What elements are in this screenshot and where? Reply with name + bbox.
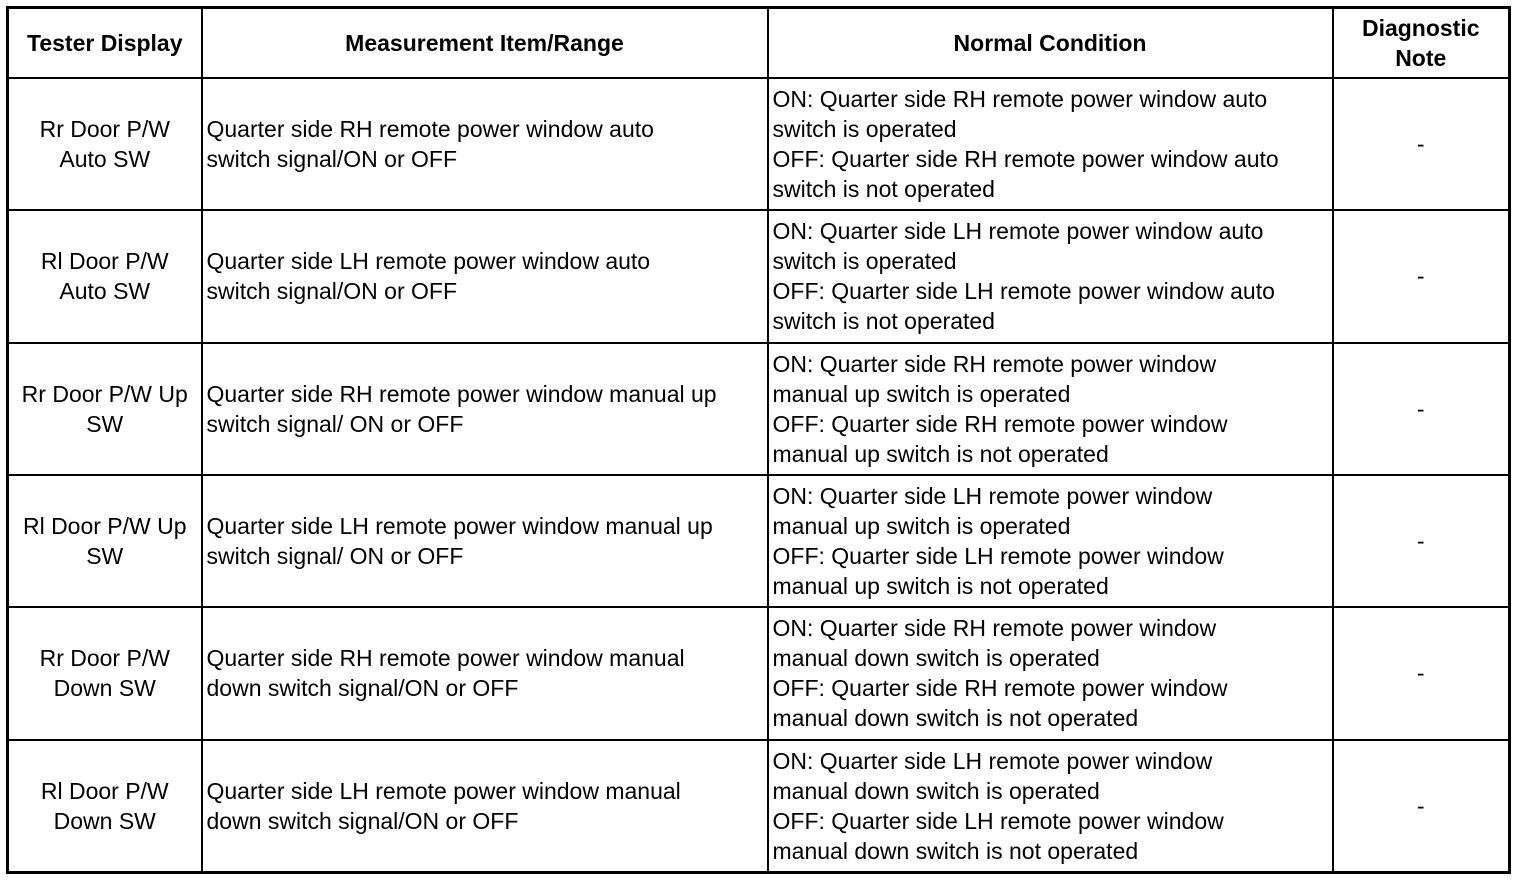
tester-display-line: Down SW [53, 675, 156, 702]
cell-diagnostic-note: - [1333, 78, 1510, 210]
cell-tester-display [8, 78, 202, 210]
cell-measurement-item [202, 475, 768, 607]
tester-display-line: Rl Door P/W Up [22, 513, 187, 540]
cell-normal-condition [768, 607, 1333, 739]
cell-diagnostic-note: - [1333, 343, 1510, 475]
normal-condition-line: switch is not operated [772, 176, 995, 203]
cell-tester-display [8, 475, 202, 607]
normal-condition-line: OFF: Quarter side RH remote power window [772, 410, 1228, 437]
tester-display-line: SW [86, 543, 124, 570]
normal-condition-line: OFF: Quarter side LH remote power window [772, 543, 1224, 570]
measurement-line: Quarter side RH remote power window auto [206, 116, 654, 143]
normal-condition-line: ON: Quarter side LH remote power window [772, 747, 1213, 774]
tester-display-line: Rl Door P/W [40, 777, 169, 804]
normal-condition-line: manual down switch is not operated [772, 837, 1139, 864]
cell-measurement-item [202, 740, 768, 873]
cell-normal-condition [768, 740, 1333, 873]
cell-measurement-item [202, 343, 768, 475]
normal-condition-line: manual up switch is not operated [772, 440, 1109, 467]
header-normal-condition: Normal Condition [768, 8, 1333, 79]
tester-display-line: Rr Door P/W [39, 645, 170, 672]
cell-normal-condition [768, 343, 1333, 475]
measurement-line: down switch signal/ON or OFF [206, 675, 519, 702]
tester-display-line: Auto SW [59, 278, 151, 305]
tester-display-line: Rr Door P/W [39, 116, 170, 143]
table-row [8, 343, 1510, 475]
cell-normal-condition [768, 78, 1333, 210]
normal-condition-line: manual down switch is operated [772, 645, 1100, 672]
measurement-line: switch signal/ON or OFF [206, 146, 457, 173]
normal-condition-line: switch is operated [772, 116, 957, 143]
cell-measurement-item [202, 210, 768, 342]
normal-condition-line: manual up switch is not operated [772, 573, 1109, 600]
normal-condition-line: OFF: Quarter side LH remote power window [772, 807, 1224, 834]
table-row [8, 210, 1510, 342]
normal-condition-line: ON: Quarter side RH remote power window [772, 615, 1217, 642]
header-measurement-item: Measurement Item/Range [202, 8, 768, 79]
tester-display-line: Rl Door P/W [40, 248, 169, 275]
normal-condition-line: switch is operated [772, 248, 957, 275]
normal-condition-line: OFF: Quarter side LH remote power window auto [772, 278, 1275, 305]
tester-display-table [6, 6, 1511, 874]
normal-condition-line: OFF: Quarter side RH remote power window [772, 675, 1228, 702]
tester-display-line: Rr Door P/W Up [21, 380, 188, 407]
header-tester-display: Tester Display [8, 8, 202, 79]
normal-condition-line: OFF: Quarter side RH remote power window auto [772, 146, 1279, 173]
tester-display-line: SW [86, 410, 124, 437]
normal-condition-line: manual down switch is not operated [772, 705, 1139, 732]
normal-condition-line: ON: Quarter side RH remote power window [772, 350, 1217, 377]
document-page [6, 6, 1508, 874]
measurement-line: Quarter side LH remote power window auto [206, 248, 651, 275]
cell-diagnostic-note: - [1333, 740, 1510, 873]
tester-display-line: Down SW [53, 807, 156, 834]
normal-condition-line: ON: Quarter side RH remote power window auto [772, 86, 1268, 113]
normal-condition-line: ON: Quarter side LH remote power window [772, 483, 1213, 510]
measurement-line: Quarter side LH remote power window manual up [206, 513, 713, 540]
cell-tester-display [8, 607, 202, 739]
cell-measurement-item [202, 78, 768, 210]
measurement-line: Quarter side LH remote power window manual [206, 777, 681, 804]
cell-diagnostic-note: - [1333, 475, 1510, 607]
measurement-line: switch signal/ ON or OFF [206, 410, 464, 437]
normal-condition-line: manual up switch is operated [772, 513, 1071, 540]
table-row [8, 740, 1510, 873]
cell-tester-display [8, 210, 202, 342]
measurement-line: switch signal/ON or OFF [206, 278, 457, 305]
measurement-line: Quarter side RH remote power window manual [206, 645, 685, 672]
table-row [8, 607, 1510, 739]
table-row [8, 78, 1510, 210]
cell-tester-display [8, 740, 202, 873]
normal-condition-line: manual up switch is operated [772, 380, 1071, 407]
tester-display-line: Auto SW [59, 146, 151, 173]
measurement-line: down switch signal/ON or OFF [206, 807, 519, 834]
measurement-line: switch signal/ ON or OFF [206, 543, 464, 570]
cell-normal-condition [768, 475, 1333, 607]
header-diagnostic-note-line2: Note [1395, 45, 1447, 71]
header-row [8, 8, 1510, 79]
cell-diagnostic-note: - [1333, 607, 1510, 739]
table-row [8, 475, 1510, 607]
cell-tester-display [8, 343, 202, 475]
header-diagnostic-note-line1: Diagnostic [1361, 15, 1480, 41]
measurement-line: Quarter side RH remote power window manual up [206, 380, 717, 407]
normal-condition-line: ON: Quarter side LH remote power window auto [772, 218, 1264, 245]
cell-measurement-item [202, 607, 768, 739]
normal-condition-line: switch is not operated [772, 308, 995, 335]
header-diagnostic-note [1333, 8, 1510, 79]
normal-condition-line: manual down switch is operated [772, 777, 1100, 804]
cell-normal-condition [768, 210, 1333, 342]
cell-diagnostic-note: - [1333, 210, 1510, 342]
